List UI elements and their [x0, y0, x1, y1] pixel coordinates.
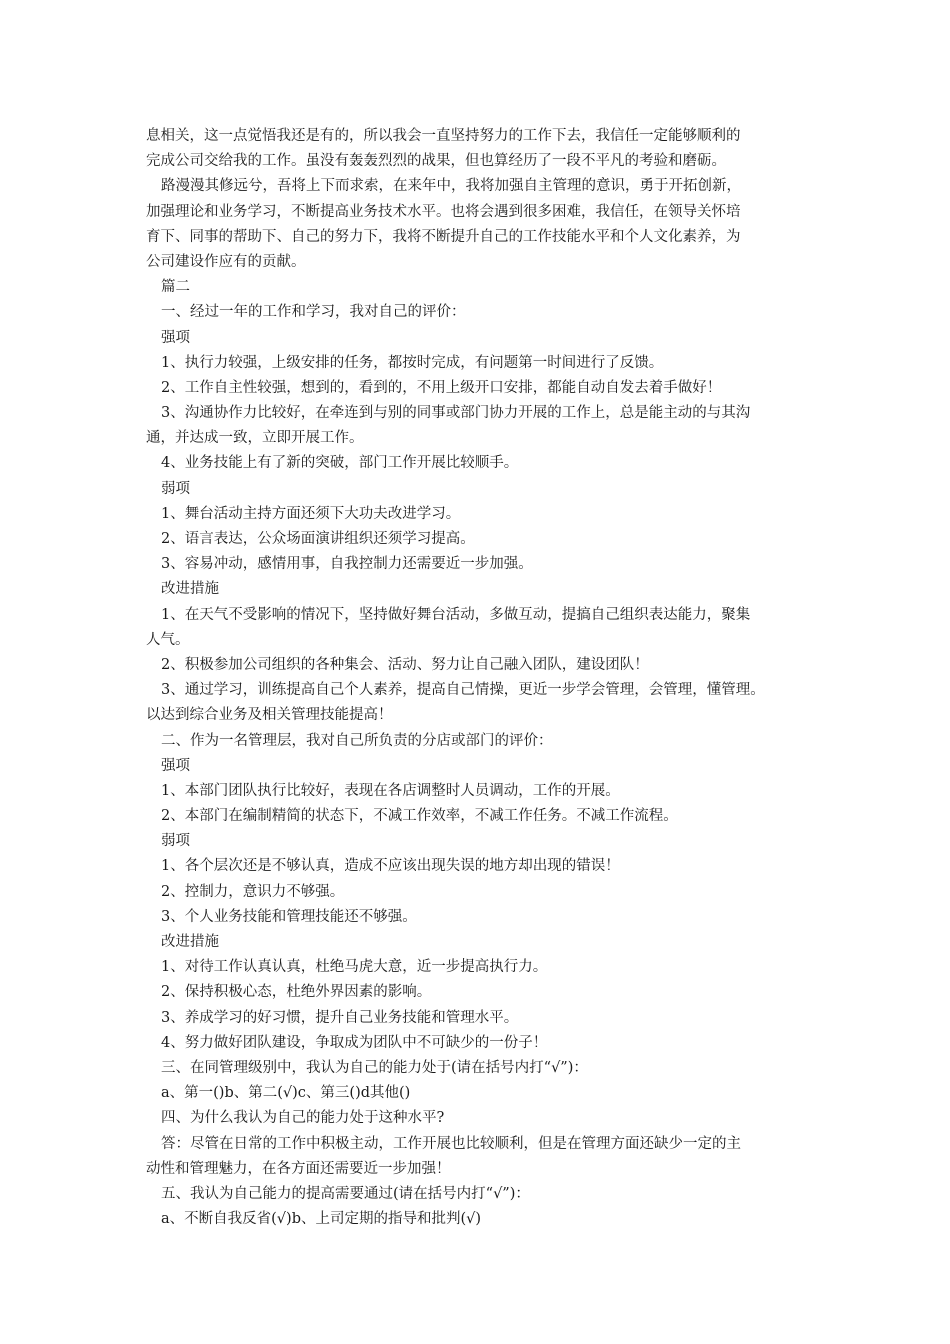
- text-line: 2、工作自主性较强，想到的，看到的，不用上级开口安排，都能自动自发去着手做好！: [161, 379, 722, 396]
- text-line: 加强理论和业务学习，不断提高业务技术水平。也将会遇到很多困难，我信任，在领导关怀培: [146, 203, 741, 220]
- text-line: 1、舞台活动主持方面还须下大功夫改进学习。: [161, 505, 461, 522]
- text-line: 公司建设作应有的贡献。: [146, 253, 306, 270]
- text-line: 3、个人业务技能和管理技能还不够强。: [161, 908, 417, 925]
- text-line: 五、我认为自己能力的提高需要通过(请在括号内打“√”)：: [161, 1185, 530, 1202]
- text-line: 完成公司交给我的工作。虽没有轰轰烈烈的战果，但也算经历了一段不平凡的考验和磨砺。: [146, 153, 726, 170]
- text-line: 答：尽管在日常的工作中积极主动，工作开展也比较顺利，但是在管理方面还缺少一定的主: [161, 1135, 741, 1152]
- text-line: 2、保持积极心态，杜绝外界因素的影响。: [161, 984, 432, 1001]
- text-line: 以达到综合业务及相关管理技能提高！: [146, 707, 393, 724]
- text-line: 改进措施: [161, 581, 219, 598]
- text-line: a、不断自我反省(√)b、上司定期的指导和批判(√): [161, 1211, 482, 1228]
- text-line: 3、通过学习，训练提高自己个人素养，提高自己情操，更近一步学会管理，会管理，懂管理。: [161, 682, 765, 699]
- text-line: 1、执行力较强，上级安排的任务，都按时完成，有问题第一时间进行了反馈。: [161, 354, 664, 371]
- text-line: 动性和管理魅力，在各方面还需要近一步加强！: [146, 1160, 451, 1177]
- text-line: 2、语言表达，公众场面演讲组织还须学习提高。: [161, 531, 475, 547]
- text-line: 息相关，这一点觉悟我还是有的，所以我会一直坚持努力的工作下去，我信任一定能够顺利的: [146, 128, 741, 144]
- text-line: 2、本部门在编制精简的状态下，不减工作效率，不减工作任务。不减工作流程。: [161, 808, 678, 825]
- text-line: 1、在天气不受影响的情况下，坚持做好舞台活动，多做互动，提搞自己组织表达能力，聚集: [161, 606, 751, 623]
- text-line: 3、容易冲动，感情用事，自我控制力还需要近一步加强。: [161, 556, 533, 573]
- text-line: 2、积极参加公司组织的各种集会、活动、努力让自己融入团队，建设团队！: [161, 656, 649, 673]
- text-line: 3、沟通协作力比较好，在牵连到与别的同事或部门协力开展的工作上，总是能主动的与其沟: [161, 405, 751, 422]
- text-line: 篇二: [161, 279, 190, 296]
- text-line: 育下、同事的帮助下、自己的努力下，我将不断提升自己的工作技能水平和个人文化素养，为: [146, 228, 741, 245]
- text-line: 强项: [161, 329, 190, 346]
- text-line: a、第一()b、第二(√)c、第三()d其他(): [161, 1085, 411, 1102]
- text-line: 弱项: [161, 480, 190, 497]
- text-line: 4、努力做好团队建设，争取成为团队中不可缺少的一份子！: [161, 1034, 548, 1051]
- text-line: 2、控制力，意识力不够强。: [161, 883, 345, 900]
- text-line: 3、养成学习的好习惯，提升自己业务技能和管理水平。: [161, 1009, 519, 1026]
- text-line: 路漫漫其修远兮，吾将上下而求索，在来年中，我将加强自主管理的意识，勇于开拓创新，: [161, 178, 741, 195]
- text-line: 改进措施: [161, 934, 219, 950]
- document-body: [146, 124, 826, 1232]
- text-line: 1、各个层次还是不够认真，造成不应该出现失误的地方却出现的错误！: [161, 858, 620, 875]
- text-line: 通，并达成一致，立即开展工作。: [146, 430, 364, 447]
- text-line: 强项: [161, 757, 190, 774]
- text-line: 1、本部门团队执行比较好，表现在各店调整时人员调动，工作的开展。: [161, 782, 620, 799]
- text-line: 弱项: [161, 833, 190, 850]
- text-line: 人气。: [146, 631, 190, 648]
- text-line: 二、作为一名管理层，我对自己所负责的分店或部门的评价：: [161, 732, 553, 749]
- text-line: 一、经过一年的工作和学习，我对自己的评价：: [161, 304, 466, 321]
- text-line: 三、在同管理级别中，我认为自己的能力处于(请在括号内打“√”)：: [161, 1059, 588, 1076]
- text-line: 1、对待工作认真认真，杜绝马虎大意，近一步提高执行力。: [161, 959, 548, 976]
- text-line: 4、业务技能上有了新的突破，部门工作开展比较顺手。: [161, 455, 519, 472]
- text-line: 四、为什么我认为自己的能力处于这种水平?: [161, 1110, 445, 1127]
